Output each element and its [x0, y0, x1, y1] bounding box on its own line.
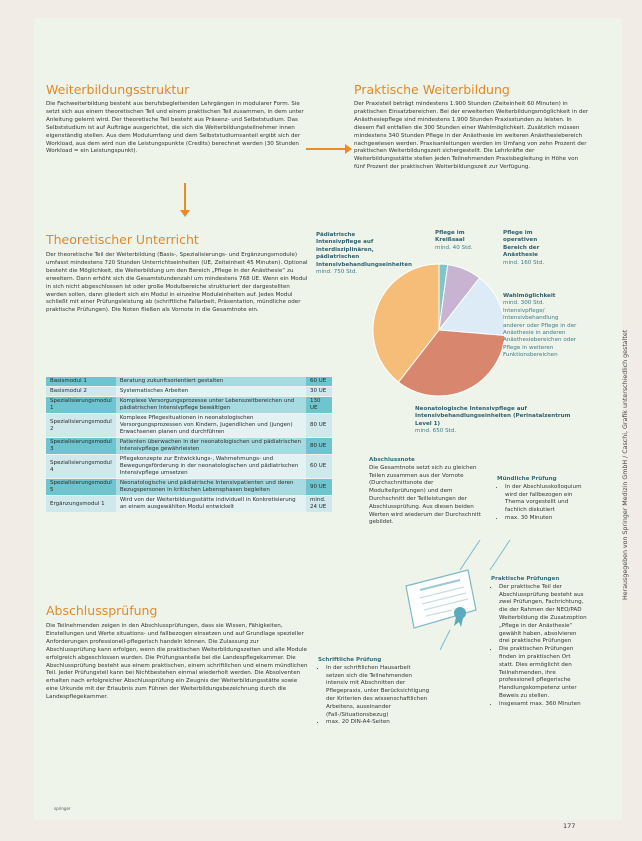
module-hours: 30 UE — [306, 387, 332, 396]
footer-note: springer — [54, 806, 71, 811]
arrow-down-icon — [184, 183, 186, 211]
label-kreiss: Pflege im Kreißsaal mind. 40 Std. — [435, 230, 473, 251]
module-row — [46, 438, 332, 454]
practical-exam-box: Praktische Prüfungen • Der praktische Teil der Abschlussprüfung besteht aus zwei Prüfungen, Fachrichtung, die der Rahmen der NEO/PAD Weiterbildung die Zusatzoption „Pflege in der Anästhesie“ gewählt haben, absolvieren drei praktische Prüfungen • Die praktischen Prüfungen finden im praktischen Ort statt. Dies ermöglicht den Teilnehmenden, ihre professionell pflegerische Handlungskompetenz unter Beweis zu stellen. • insgesamt max. 360 Minuten — [491, 576, 587, 709]
module-row — [46, 496, 332, 512]
module-row — [46, 414, 332, 437]
module-hours: 130 UE — [306, 397, 332, 413]
module-hours: 60 UE — [306, 455, 332, 478]
module-name: Spezialisierungsmodul 4 — [46, 455, 116, 478]
modules-table — [46, 376, 332, 513]
label-wahl: Wahlmöglichkeit mind. 300 Std. Intensivpflege/ Intensivbehandlung anderer oder Pflege in der Anästhesie in anderen Anästhesiebereichen oder Pflege in weiteren Funktionsbereichen — [503, 293, 577, 359]
module-row — [46, 479, 332, 495]
heading-exam: Abschlussprüfung — [46, 603, 158, 618]
oral-exam-box: Mündliche Prüfung • In der Abschlusskolloquium wird der fallbezogen ein Thema vorgestellt und fachlich diskutiert • max. 30 Minuten — [497, 476, 589, 523]
list-item: • max. 30 Minuten — [505, 515, 589, 523]
text-structure: Die Fachweiterbildung besteht aus berufsbegleitenden Lehrgängen in modularer Form. Sie setzt sich aus einem theoretischen Teil und einem praktischen Teil zusammen, in dem unter Anleitung gelernt wird. Der theoretische Teil besteht aus Präsenz- und Selbststudium. Das Selbststudium ist auf Aufträge ausgerichtet, die sich die Weiterbildungsteilnehmer innen eigenständig stellen. Aus dem Modulumfang und dem Selbststudiumsanteil ergibt sich der Workload, aus dem wird nun die Leistungspunkte (Credits) berechnet werden (30 Stunden Workload = ein Leistungspunkt). — [46, 101, 304, 155]
connector-lines — [440, 540, 520, 660]
module-description: Pflegekonzepte zur Entwicklungs-, Wahrnehmungs- und Bewegungsförderung in der neonatologischen und pädiatrischen Intensivpflege umsetzen — [116, 455, 306, 478]
text-practice: Der Praxisteil beträgt mindestens 1.900 Stunden (Zeiteinheit 60 Minuten) in praktischen Einsatzbereichen. Bei der erweiterten Weiterbildungsmöglichkeit in der Anästhesiepflege sind mindestens 1.900 Stunden Praxisstunden zu leisten. In diesem Fall entfallen die 300 Stunden einer Wahlmöglichkeit. Zusätzlich müssen mindestens 340 Stunden Pflege in der Anästhesie im weiteren Anästhesiebereich nachgewiesen werden. Praxisanleitungen werden im Umfang von zehn Prozent der praktischen Weiterbildungszeit sichergestellt. Die Lehrkräfte der Weiterbildungsstätte stellen jeden Teilnehmenden Praxisbegleitung in Höhe von fünf Prozent der praktischen Weiterbildungszeit zur Verfügung. — [354, 101, 589, 171]
module-name: Ergänzungsmodul 1 — [46, 496, 116, 512]
label-op: Pflege im operativen Bereich der Anästhesie mind. 160 Std. — [503, 230, 545, 266]
module-hours: mind. 24 UE — [306, 496, 332, 512]
module-description: Beratung zukunftsorientiert gestalten — [116, 377, 306, 386]
module-name: Basismodul 1 — [46, 377, 116, 386]
module-row — [46, 397, 332, 413]
module-name: Spezialisierungsmodul 3 — [46, 438, 116, 454]
module-description: Neonatologische und pädiatrische Intensivpatienten und deren Bezugspersonen in kritischen Lebensphasen begleiten — [116, 479, 306, 495]
module-name: Spezialisierungsmodul 2 — [46, 414, 116, 437]
module-row — [46, 455, 332, 478]
list-item: • Der praktische Teil der Abschlussprüfung besteht aus zwei Prüfungen, Fachrichtung, die der Rahmen der NEO/PAD Weiterbildung die Zusatzoption „Pflege in der Anästhesie“ gewählt haben, absolvieren drei praktische Prüfungen — [499, 584, 587, 646]
heading-structure: Weiterbildungsstruktur — [46, 82, 190, 97]
module-hours: 80 UE — [306, 438, 332, 454]
list-item: • In der Abschlusskolloquium wird der fallbezogen ein Thema vorgestellt und fachlich diskutiert — [505, 484, 589, 515]
module-row — [46, 377, 332, 386]
arrow-right-icon — [306, 148, 346, 150]
module-description: Systematisches Arbeiten — [116, 387, 306, 396]
label-neo: Neonatologische Intensivpflege auf Intensivbehandlungseinheiten (Perinatalzentrum Level 1) mind. 650 Std. — [415, 406, 571, 435]
text-exam: Die Teilnehmenden zeigen in den Abschlussprüfungen, dass sie Wissen, Fähigkeiten, Einstellungen und Werte situations- und fallbezogen einsetzen und auf Grundlage spezieller Anforderungen professionell-pflegerisch handeln können. Die Zulassung zur Abschlussprüfung kann erfolgen, wenn die praktischen Weiterbildungszeiten und alle Module erfolgreich abgeschlossen wurden. Die Prüfungsanteile bei die Landespflegekammer. Die Abschlussprüfung besteht aus einem praktischen, einem schriftlichen und einem mündlichen Teil. Jeder Prüfungsteil kann bei Nichtbestehen einmal wiederholt werden. Die Absolventen erhalten nach erfolgreicher Abschlussprüfung ein Zeugnis der Weiterbildungsstätte sowie eine Urkunde mit der Erlaubnis zum Führen der Weiterbildungsbezeichnung durch die Landespflegekammer. — [46, 623, 308, 701]
module-hours: 80 UE — [306, 414, 332, 437]
text-theory: Der theoretische Teil der Weiterbildung (Basis-, Spezialisierungs- und Ergänzungsmodule) umfasst mindestens 720 Stunden Unterrichtseinheiten (UE, Zeiteinheit 45 Minuten). Optional besteht die Möglichkeit, die Weiterbildung um den Bereich „Pflege in der Anästhesie“ zu erweitern. Dann erhöht sich die Gesamtstundenzahl um mindestens 768 UE. Wenn ein Modul in sich nicht abgeschlossen ist oder große Modulbereiche strukturiert der dargestellten werden sollen, dann gliedert sich ein Modul in einzelne Moduleinheiten auf. Jedes Modul schließt mit einer Prüfungsleistung ab (schriftliche Fallarbeit, Präsentation, mündliche oder praktische Prüfungen). Die Noten fließen als Vornote in die Gesamtnote ein. — [46, 252, 308, 314]
module-row — [46, 387, 332, 396]
page-number: 177 — [563, 822, 576, 830]
module-name: Spezialisierungsmodul 5 — [46, 479, 116, 495]
list-item: • insgesamt max. 360 Minuten — [499, 701, 587, 709]
module-description: Komplexe Versorgungsprozesse unter Lebenszeitbereichen und pädiatrischen Intensivpflege bewältigen — [116, 397, 306, 413]
list-item: • Die praktischen Prüfungen finden im praktischen Ort statt. Dies ermöglicht den Teilnehmenden, ihre professionell pflegerische Handlungskompetenz unter Beweis zu stellen. — [499, 646, 587, 701]
heading-theory: Theoretischer Unterricht — [46, 232, 199, 247]
module-description: Komplexe Pflegesituationen in neonatologischen Versorgungsprozessen von Kindern, Jugendlichen und (jungen) Erwachsenen planen und durchführen — [116, 414, 306, 437]
hours-pie-chart — [369, 260, 509, 400]
final-grade-box: Abschlussnote Die Gesamtnote setzt sich zu gleichen Teilen zusammen aus der Vornote (Durchschnittsnote der Modulteilprüfungen) und dem Durchschnitt der Teilleistungen der Abschlussprüfung. Aus diesen beiden Werten wird wiederum der Durchschnitt gebildet. — [369, 457, 481, 526]
list-item: • In der schriftlichen Hausarbeit setzen sich die Teilnehmenden intensiv mit Abschnitten der Pflegepraxis, unter Berücksichtigung der Kriterien des wissenschaftlichen Arbeitens, auseinander (Fall-/Situationsbezug) — [326, 665, 430, 720]
sidebar-credit: Herausgegeben von Springer Medizin GmbH / Caschi, Grafik unterschiedlich gestaltet — [622, 329, 629, 600]
written-exam-box: Schriftliche Prüfung • In der schriftlichen Hausarbeit setzen sich die Teilnehmenden intensiv mit Abschnitten der Pflegepraxis, unter Berücksichtigung der Kriterien des wissenschaftlichen Arbeitens, auseinander (Fall-/Situationsbezug) • max. 20 DIN-A4-Seiten — [318, 657, 430, 727]
module-name: Basismodul 2 — [46, 387, 116, 396]
label-ped: Pädiatrische Intensivpflege auf interdisziplinären, pädiatrischen Intensivbehandlungseinheiten mind. 750 Std. — [316, 232, 413, 276]
module-hours: 60 UE — [306, 377, 332, 386]
list-item: • max. 20 DIN-A4-Seiten — [326, 719, 430, 727]
heading-practice: Praktische Weiterbildung — [354, 82, 510, 97]
module-description: Patienten überwachen in der neonatologischen und pädiatrischen Intensivpflege gewährleisten — [116, 438, 306, 454]
module-name: Spezialisierungsmodul 1 — [46, 397, 116, 413]
module-description: Wird von der Weiterbildungsstätte individuell in Konkretisierung an einem ausgewählten Modul entwickelt — [116, 496, 306, 512]
module-hours: 90 UE — [306, 479, 332, 495]
